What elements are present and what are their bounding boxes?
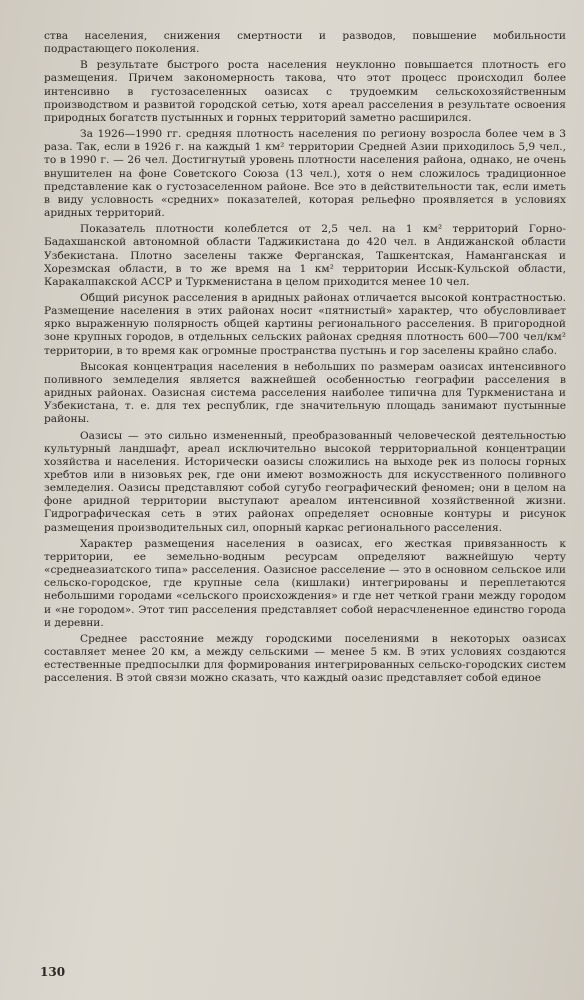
- paragraph-1: ства населения, снижения смертности и разводов, повышение мобильности подрастающего поколения.: [44, 30, 566, 56]
- paragraph-2: В результате быстрого роста населения неуклонно повышается плотность его размещения. Причем закономерность такова, что этот процесс происходил более интенсивно в густозаселенных оазисах с трудоемким сельскохозяйственным производством и развитой городской сетью, хотя ареал расселения в результате освоения природных богатств пустынных и горных территорий заметно расширился.: [44, 59, 566, 124]
- page-text-body: [44, 30, 566, 689]
- paragraph-9: Среднее расстояние между городскими поселениями в некоторых оазисах составляет менее 20 км, а между сельскими — менее 5 км. В этих условиях создаются естественные предпосылки для формирования интегрированных сельско-городских систем расселения. В этой связи можно сказать, что каждый оазис представляет собой единое: [44, 632, 566, 685]
- page-number: 130: [40, 965, 66, 979]
- paragraph-3: За 1926—1990 гг. средняя плотность населения по региону возросла более чем в 3 раза. Так, если в 1926 г. на каждый 1 км² территории Средней Азии приходилось 5,9 чел., то в 1990 г. — 26 чел. Достигнутый уровень плотности населения района, однако, не очень внушителен на фоне Советского Союза (13 чел.), хотя о нем сложилось традиционное представление как о густозаселенном районе. Все это в действительности так, если иметь в виду условность «средних» показателей, которая рельефно проявляется в условиях аридных территорий.: [44, 128, 566, 220]
- paragraph-8: Характер размещения населения в оазисах, его жесткая привязанность к территории, ее земельно-водным ресурсам определяют важнейшую черту «среднеазиатского типа» расселения. Оазисное расселение — это в основном сельское или сельско-городское, где крупные села (кишлаки) интегрированы и переплетаются небольшими городами «сельского происхождения» и где нет четкой грани между городом и «не городом». Этот тип расселения представляет собой нерасчлененное единство города и деревни.: [44, 537, 566, 629]
- paragraph-7: Оазисы — это сильно измененный, преобразованный человеческой деятельностью культурный ландшафт, ареал исключительно высокой территориальной концентрации хозяйства и населения. Исторически оазисы сложились на выходе рек из полосы горных хребтов или в низовьях рек, где они имеют возможность для искусственного поливного земледелия. Оазисы представляют собой сугубо географический феномен; они в целом на фоне аридной территории выступают ареалом интенсивной хозяйственной жизни. Гидрографическая сеть в этих районах определяет основные контуры и рисунок размещения производительных сил, опорный каркас регионального расселения.: [44, 429, 566, 534]
- paragraph-4: Показатель плотности колеблется от 2,5 чел. на 1 км² территорий Горно-Бадахшанской автономной области Таджикистана до 420 чел. в Андижанской области Узбекистана. Плотно заселены также Ферганская, Ташкентская, Наманганская и Хорезмская области, в то же время на 1 км² территории Иссык-Кульской области, Каракалпакской АССР и Туркменистана в целом приходится менее 10 чел.: [44, 223, 566, 288]
- paragraph-6: Высокая концентрация населения в небольших по размерам оазисах интенсивного поливного земледелия является важнейшей особенностью географии расселения в аридных районах. Оазисная система расселения наиболее типична для Туркменистана и Узбекистана, т. е. для тех республик, где значительную площадь занимают пустынные районы.: [44, 360, 566, 426]
- paragraph-5: Общий рисунок расселения в аридных районах отличается высокой контрастностью. Размещение населения в этих районах носит «пятнистый» характер, что обусловливает ярко выраженную полярность общей картины регионального расселения. В пригородной зоне крупных городов, в отдельных сельских районах средняя плотность 600—700 чел/км² территории, в то время как огромные пространства пустынь и гор заселены крайно слабо.: [44, 291, 566, 357]
